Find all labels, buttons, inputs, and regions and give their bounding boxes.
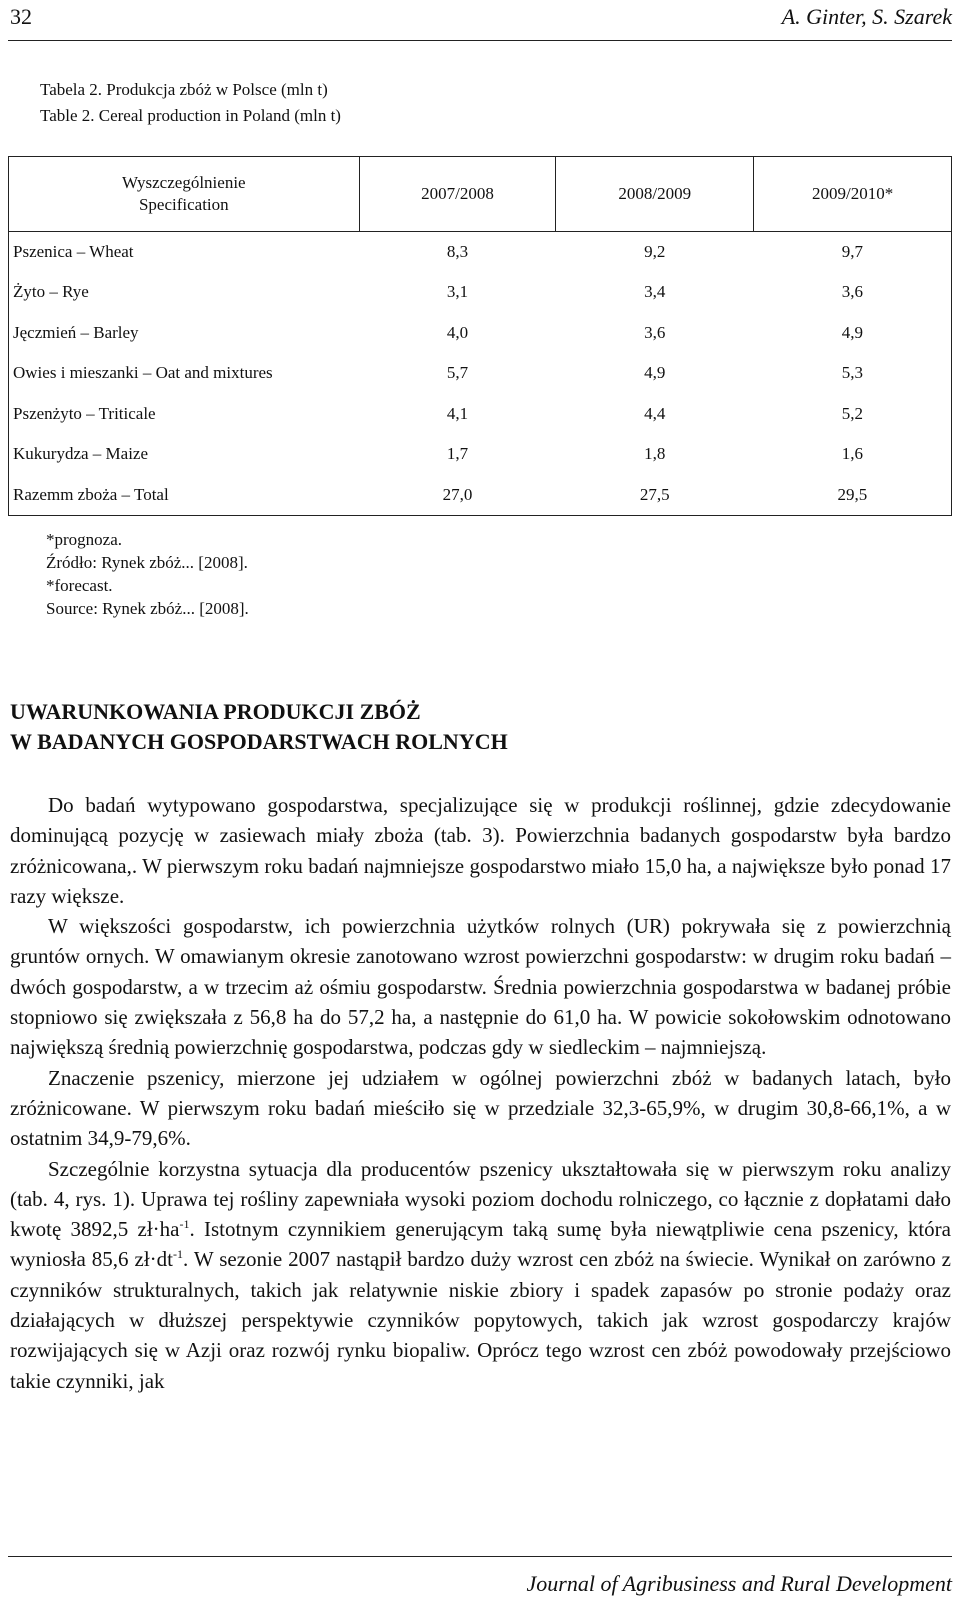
paragraph: Do badań wytypowano gospodarstwa, specjalizujące się w produkcji roślinnej, gdzie zdecydowanie dominującą pozycję w zasiewach miały zboża (tab. 3). Powierzchnia badanych gospodarstw była bardzo zróżnicowana,. W pierwszym roku badań najmniejsze gospodarstwo miało 15,0 ha, a największe było ponad 17 razy większe. <box>10 793 951 908</box>
table-row <box>9 272 952 313</box>
note-forecast-en: *forecast. <box>46 576 113 595</box>
section-heading-line1: UWARUNKOWANIA PRODUKCJI ZBÓŻ <box>10 699 421 724</box>
paragraph-text: . W sezonie 2007 nastąpił bardzo duży wzrost cen zbóż na świecie. Wynikał on zarówno z czynników strukturalnych, takich jak relatywnie niskie zbiory i spadek zapasów po stronie podaży oraz działających w dłuższej perspektywie czynników popytowych, takich jak wzrost gospodarczy krajów rozwijających się w Azji oraz rozwój rynku biopaliw. Oprócz tego wzrost cen zbóż powodowały przejściowo takie czynniki, jak <box>10 1247 952 1393</box>
column-header: 2007/2008 <box>359 157 556 232</box>
table-cell: 27,0 <box>442 484 473 504</box>
section-heading <box>10 697 508 757</box>
table-row <box>9 434 952 475</box>
table-cell: 4,0 <box>446 322 469 342</box>
page-footer <box>8 1556 952 1615</box>
table-caption-en: Table 2. Cereal production in Poland (mln t) <box>40 106 341 125</box>
table-cell: 4,9 <box>754 313 952 354</box>
table-cell: 5,7 <box>446 363 469 383</box>
page-header <box>8 0 952 41</box>
paragraph-text: Szczególnie korzystna sytuacja dla producentów pszenicy ukształtowała się w pierwszym roku analizy (tab. 4, rys. 1). Uprawa tej rośliny zapewniała wysoki poziom dochodu rolniczego, co łącznie z dopłatami dało kwotę 3892,5 zł·ha <box>10 1156 951 1242</box>
table-row <box>9 313 952 354</box>
table-cell: 27,5 <box>639 484 670 504</box>
paragraph: Znaczenie pszenicy, mierzone jej udziałem w ogólnej powierzchni zbóż w badanych latach, było zróżnicowane. W pierwszym roku badań mieściło się w przedziale 32,3-65,9%, w drugim 30,8-66,1%, a w ostatnim 34,9-79,6%. <box>10 1065 951 1151</box>
table-cell: 1,8 <box>644 444 666 464</box>
table-row <box>9 353 952 394</box>
row-label: Owies i mieszanki – Oat and mixtures <box>9 353 360 394</box>
table-cell: 3,6 <box>754 272 952 313</box>
note-source-pl: Źródło: Rynek zbóż... [2008]. <box>46 553 248 572</box>
section-heading-line2: W BADANYCH GOSPODARSTWACH ROLNYCH <box>10 729 508 754</box>
note-forecast-pl: *prognoza. <box>46 530 123 549</box>
page-number: 32 <box>10 4 32 29</box>
table-cell: 1,6 <box>754 434 952 475</box>
table-header-row <box>9 157 952 232</box>
table-cell: 9,2 <box>644 242 666 261</box>
table-cell: 3,1 <box>446 282 469 302</box>
running-head-authors: A. Ginter, S. Szarek <box>781 4 952 29</box>
table-cell: 5,2 <box>754 394 952 435</box>
table-cell: 3,4 <box>644 282 666 302</box>
table-cell: 8,3 <box>446 242 469 261</box>
row-label: Razemm zboża – Total <box>9 475 360 516</box>
table-cell: 9,7 <box>754 232 952 273</box>
row-label: Żyto – Rye <box>9 272 360 313</box>
journal-name: Journal of Agribusiness and Rural Development <box>526 1571 952 1596</box>
table-cell: 3,6 <box>644 322 666 342</box>
paragraph: W większości gospodarstw, ich powierzchnia użytków rolnych (UR) pokrywała się z powierzchnią gruntów ornych. W omawianym okresie zanotowano wzrost powierzchni gospodarstw: w drugim roku badań – dwóch gospodarstw, a w trzecim aż ośmiu gospodarstw. Średnia powierzchnia gospodarstwa w badanej próbie stopniowo się zwiększała z 56,8 ha do 57,2 ha, a następnie do 61,0 ha. W powicie sokołowskim odnotowano największą średnią powierzchnię gospodarstwa, podczas gdy w siedleckim – najmniejszą. <box>10 914 951 1060</box>
table-cell: 4,4 <box>644 403 666 423</box>
table-row <box>9 232 952 273</box>
row-label: Pszenica – Wheat <box>9 232 360 273</box>
body-text <box>10 790 951 1396</box>
header-specification-pl: Wyszczególnienie <box>122 173 246 192</box>
paragraph-text: . Istotnym czynnikiem generującym taką sumę była niewątpliwie cena pszenicy, która wyniosła 85,6 zł·dt <box>10 1217 951 1272</box>
row-label: Jęczmień – Barley <box>9 313 360 354</box>
paragraph <box>10 1154 951 1396</box>
column-header: 2009/2010* <box>754 157 952 232</box>
note-source-en: Source: Rynek zbóż... [2008]. <box>46 599 249 618</box>
superscript: -1 <box>179 1217 190 1232</box>
table-caption-pl: Tabela 2. Produkcja zbóż w Polsce (mln t) <box>40 80 328 99</box>
superscript: -1 <box>172 1247 183 1262</box>
table-cell: 1,7 <box>446 444 469 464</box>
table-row-total <box>9 475 952 516</box>
cereal-production-table <box>8 156 952 516</box>
table-notes <box>46 528 249 620</box>
table-cell: 5,3 <box>754 353 952 394</box>
row-label: Kukurydza – Maize <box>9 434 360 475</box>
table-cell: 29,5 <box>754 475 952 516</box>
header-specification-en: Specification <box>138 195 229 214</box>
column-header: 2008/2009 <box>556 157 754 232</box>
table-cell: 4,1 <box>446 403 469 423</box>
table-cell: 4,9 <box>644 363 666 383</box>
header-specification <box>9 157 360 232</box>
table-row <box>9 394 952 435</box>
row-label: Pszenżyto – Triticale <box>9 394 360 435</box>
